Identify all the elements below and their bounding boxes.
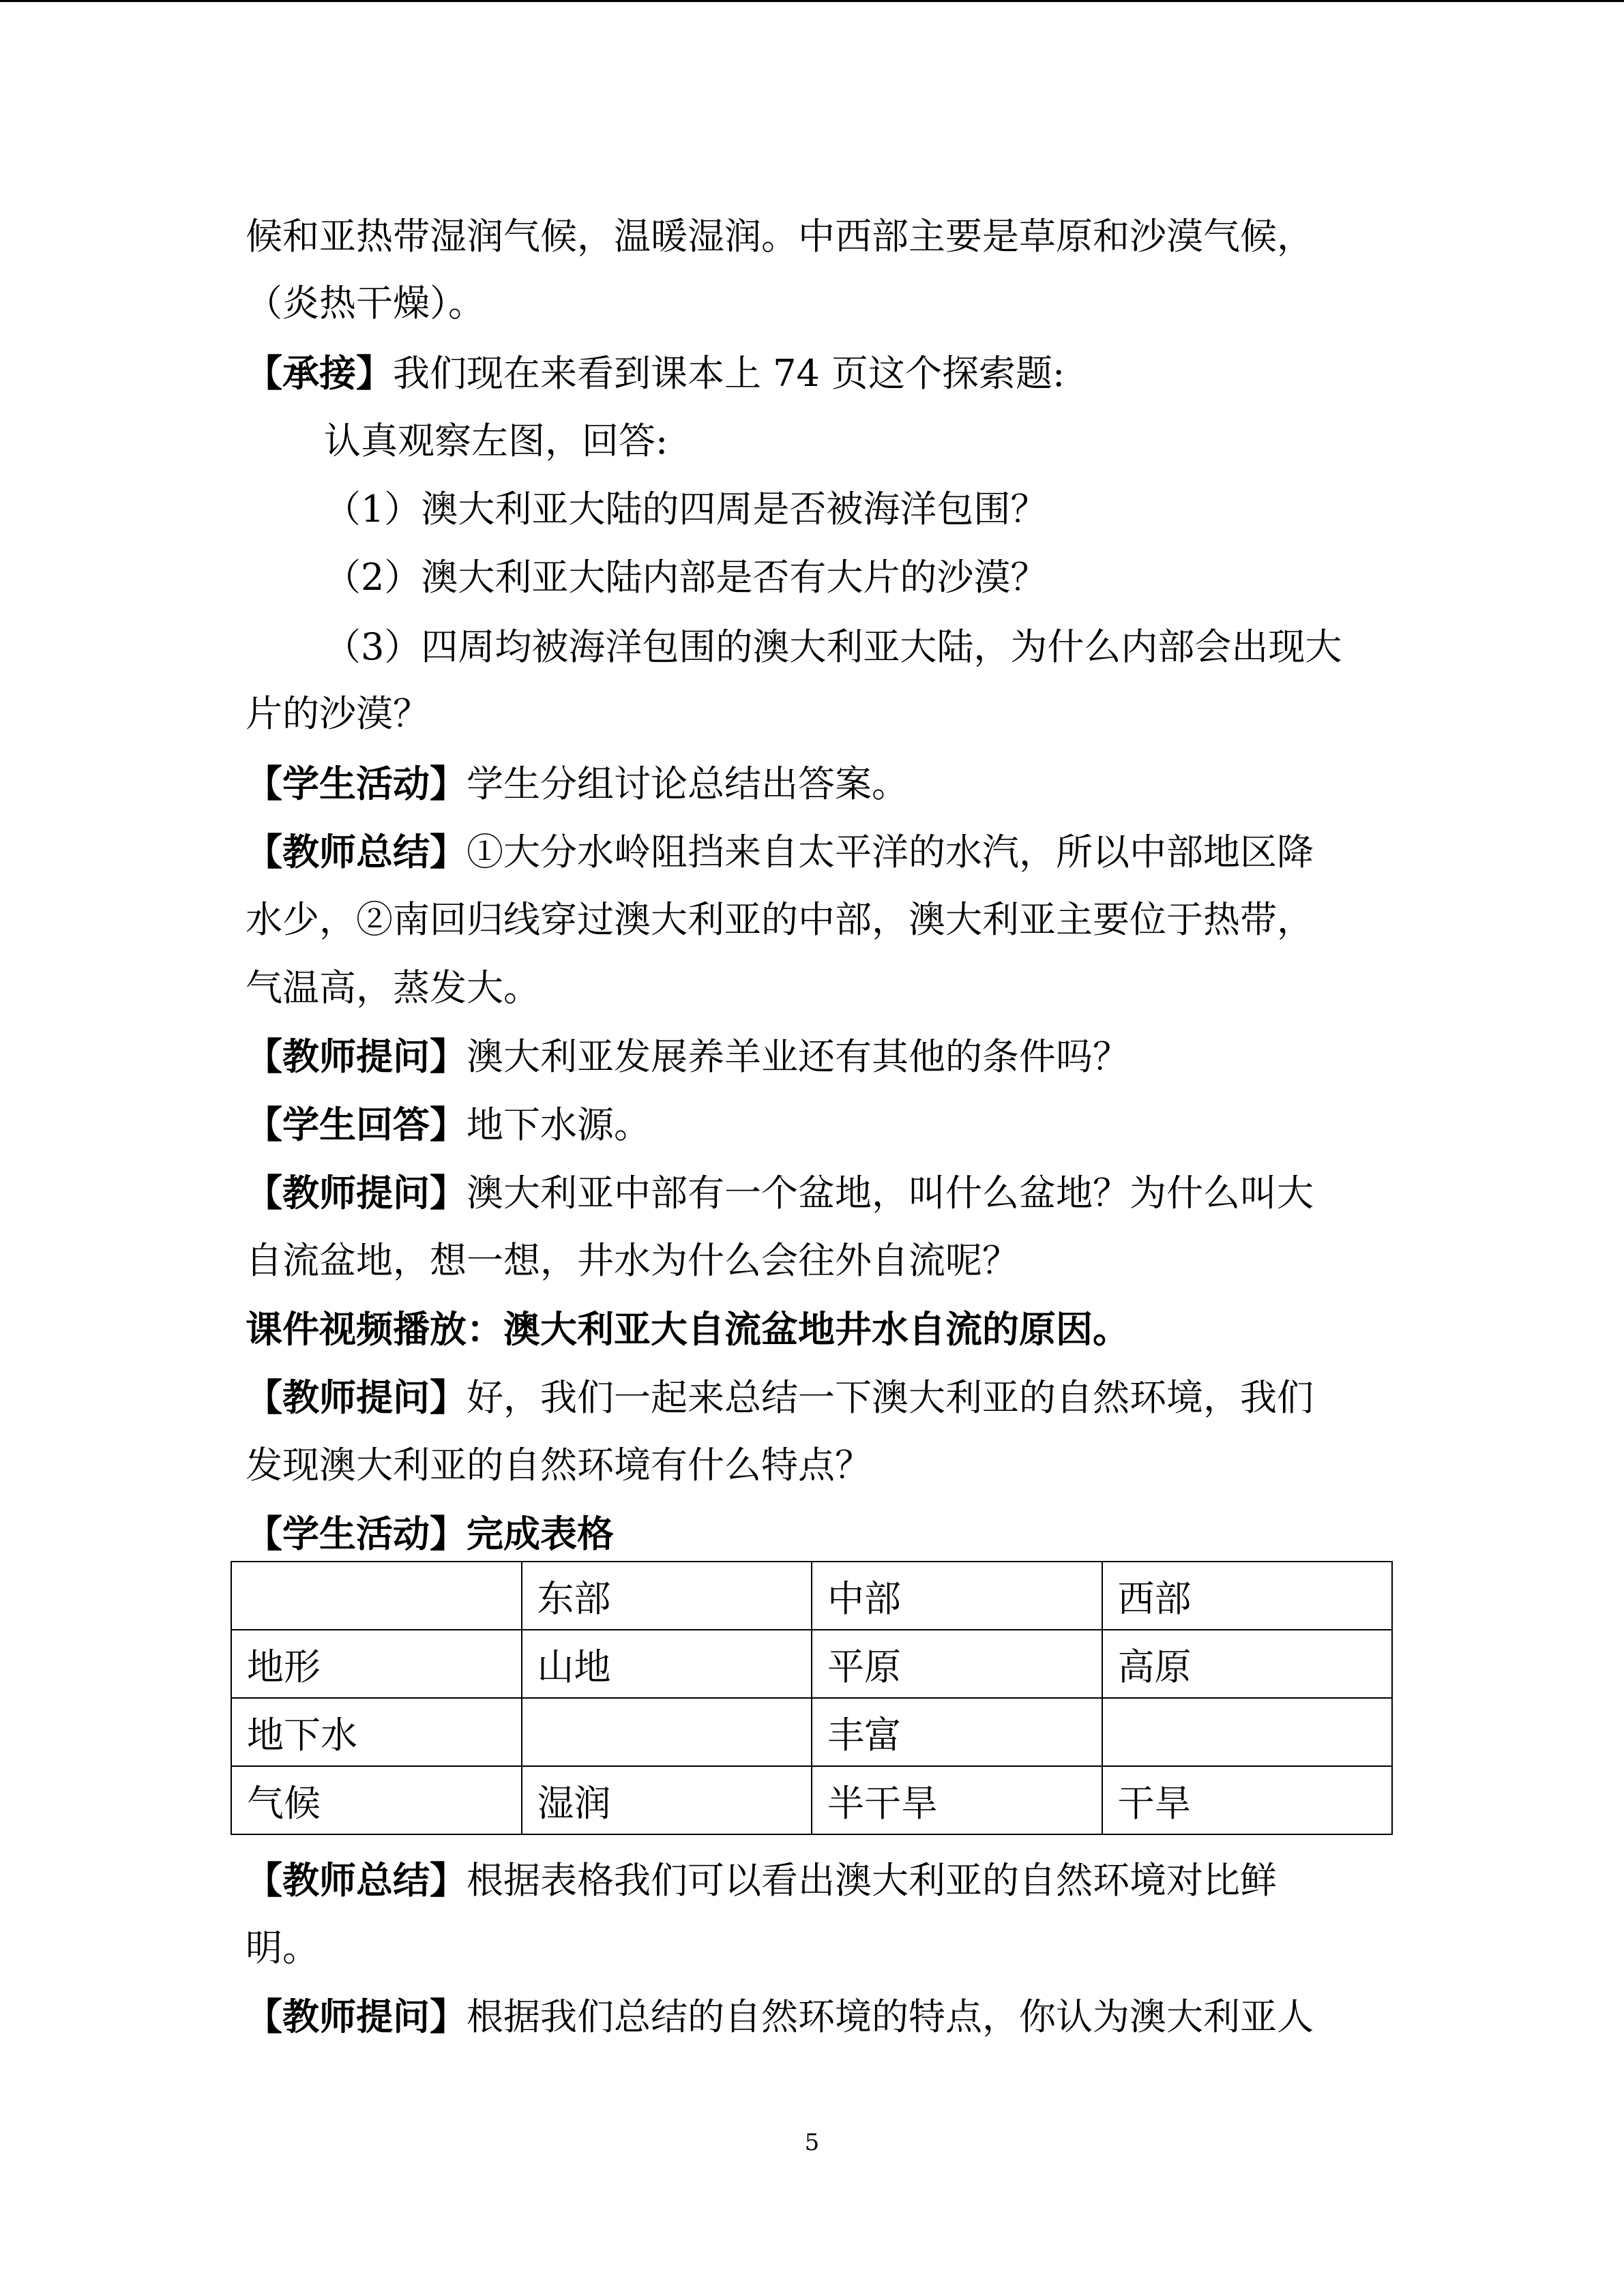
text-line: 气温高，蒸发大。 xyxy=(246,966,540,1009)
section-label: 【学生活动】 xyxy=(246,1512,467,1555)
text-line: 【学生活动】完成表格 xyxy=(246,1512,614,1555)
table-cell: 东部 xyxy=(522,1562,812,1630)
table-row xyxy=(231,1630,1392,1698)
section-label: 【学生回答】 xyxy=(246,1103,467,1146)
table-row xyxy=(231,1766,1392,1834)
text-line: （炎热干燥）。 xyxy=(246,282,485,325)
table-cell: 山地 xyxy=(522,1630,812,1698)
text-line: 水少，②南回归线穿过澳大利亚的中部，澳大利亚主要位于热带， xyxy=(246,898,1314,941)
text-line: 【学生活动】学生分组讨论总结出答案。 xyxy=(246,762,909,805)
text-line: 片的沙漠？ xyxy=(246,692,430,735)
table-cell: 半干旱 xyxy=(812,1766,1102,1834)
section-label: 【教师提问】 xyxy=(246,1034,467,1078)
section-label: 【教师总结】 xyxy=(246,830,467,874)
text-line: 【教师提问】澳大利亚中部有一个盆地，叫什么盆地？为什么叫大 xyxy=(246,1171,1314,1214)
table-header-row xyxy=(231,1562,1392,1630)
table-cell xyxy=(1102,1698,1393,1766)
table-cell: 西部 xyxy=(1102,1562,1393,1630)
table-cell: 平原 xyxy=(812,1630,1102,1698)
table-row xyxy=(231,1698,1392,1766)
table-cell xyxy=(522,1698,812,1766)
text-line: 【教师提问】根据我们总结的自然环境的特点，你认为澳大利亚人 xyxy=(246,1995,1314,2038)
text-line: 自流盆地，想一想，井水为什么会往外自流呢？ xyxy=(246,1239,1019,1282)
nature-environment-table xyxy=(231,1561,1393,1835)
page-top-border xyxy=(0,0,1624,2)
section-label: 【承接】 xyxy=(246,351,393,395)
table-cell: 丰富 xyxy=(812,1698,1102,1766)
text-line: 【教师提问】好，我们一起来总结一下澳大利亚的自然环境，我们 xyxy=(246,1375,1314,1419)
table-cell: 湿润 xyxy=(522,1766,812,1834)
table-cell: 地形 xyxy=(231,1630,522,1698)
text-line: （2）澳大利亚大陆内部是否有大片的沙漠？ xyxy=(324,556,1048,599)
text-line: 明。 xyxy=(246,1926,319,1969)
section-label: 【学生活动】 xyxy=(246,762,467,805)
text-line: 【教师总结】①大分水岭阻挡来自太平洋的水汽，所以中部地区降 xyxy=(246,830,1314,874)
text-line: 认真观察左图，回答: xyxy=(324,419,668,462)
text-line: （1）澳大利亚大陆的四周是否被海洋包围？ xyxy=(324,488,1048,531)
text-line: 【教师总结】根据表格我们可以看出澳大利亚的自然环境对比鲜 xyxy=(246,1858,1277,1902)
section-label: 【教师总结】 xyxy=(246,1858,467,1902)
table-cell: 地下水 xyxy=(231,1698,522,1766)
text-line: 【承接】我们现在来看到课本上 74 页这个探索题: xyxy=(246,351,1065,395)
table-cell xyxy=(231,1562,522,1630)
section-label: 【教师提问】 xyxy=(246,1995,467,2038)
table-cell: 气候 xyxy=(231,1766,522,1834)
text-line: 【学生回答】地下水源。 xyxy=(246,1103,651,1146)
section-label: 【教师提问】 xyxy=(246,1171,467,1214)
table-cell: 高原 xyxy=(1102,1630,1393,1698)
text-line: 【教师提问】澳大利亚发展养羊业还有其他的条件吗？ xyxy=(246,1034,1130,1078)
section-label: 【教师提问】 xyxy=(246,1375,467,1419)
table-cell: 干旱 xyxy=(1102,1766,1393,1834)
table-cell: 中部 xyxy=(812,1562,1102,1630)
text-line: 候和亚热带湿润气候，温暖湿润。中西部主要是草原和沙漠气候， xyxy=(246,215,1314,258)
text-line: （3）四周均被海洋包围的澳大利亚大陆，为什么内部会出现大 xyxy=(324,625,1342,668)
video-note: 课件视频播放：澳大利亚大自流盆地井水自流的原因。 xyxy=(246,1307,1130,1351)
page-number: 5 xyxy=(804,2129,820,2156)
text-line: 发现澳大利亚的自然环境有什么特点？ xyxy=(246,1444,872,1487)
